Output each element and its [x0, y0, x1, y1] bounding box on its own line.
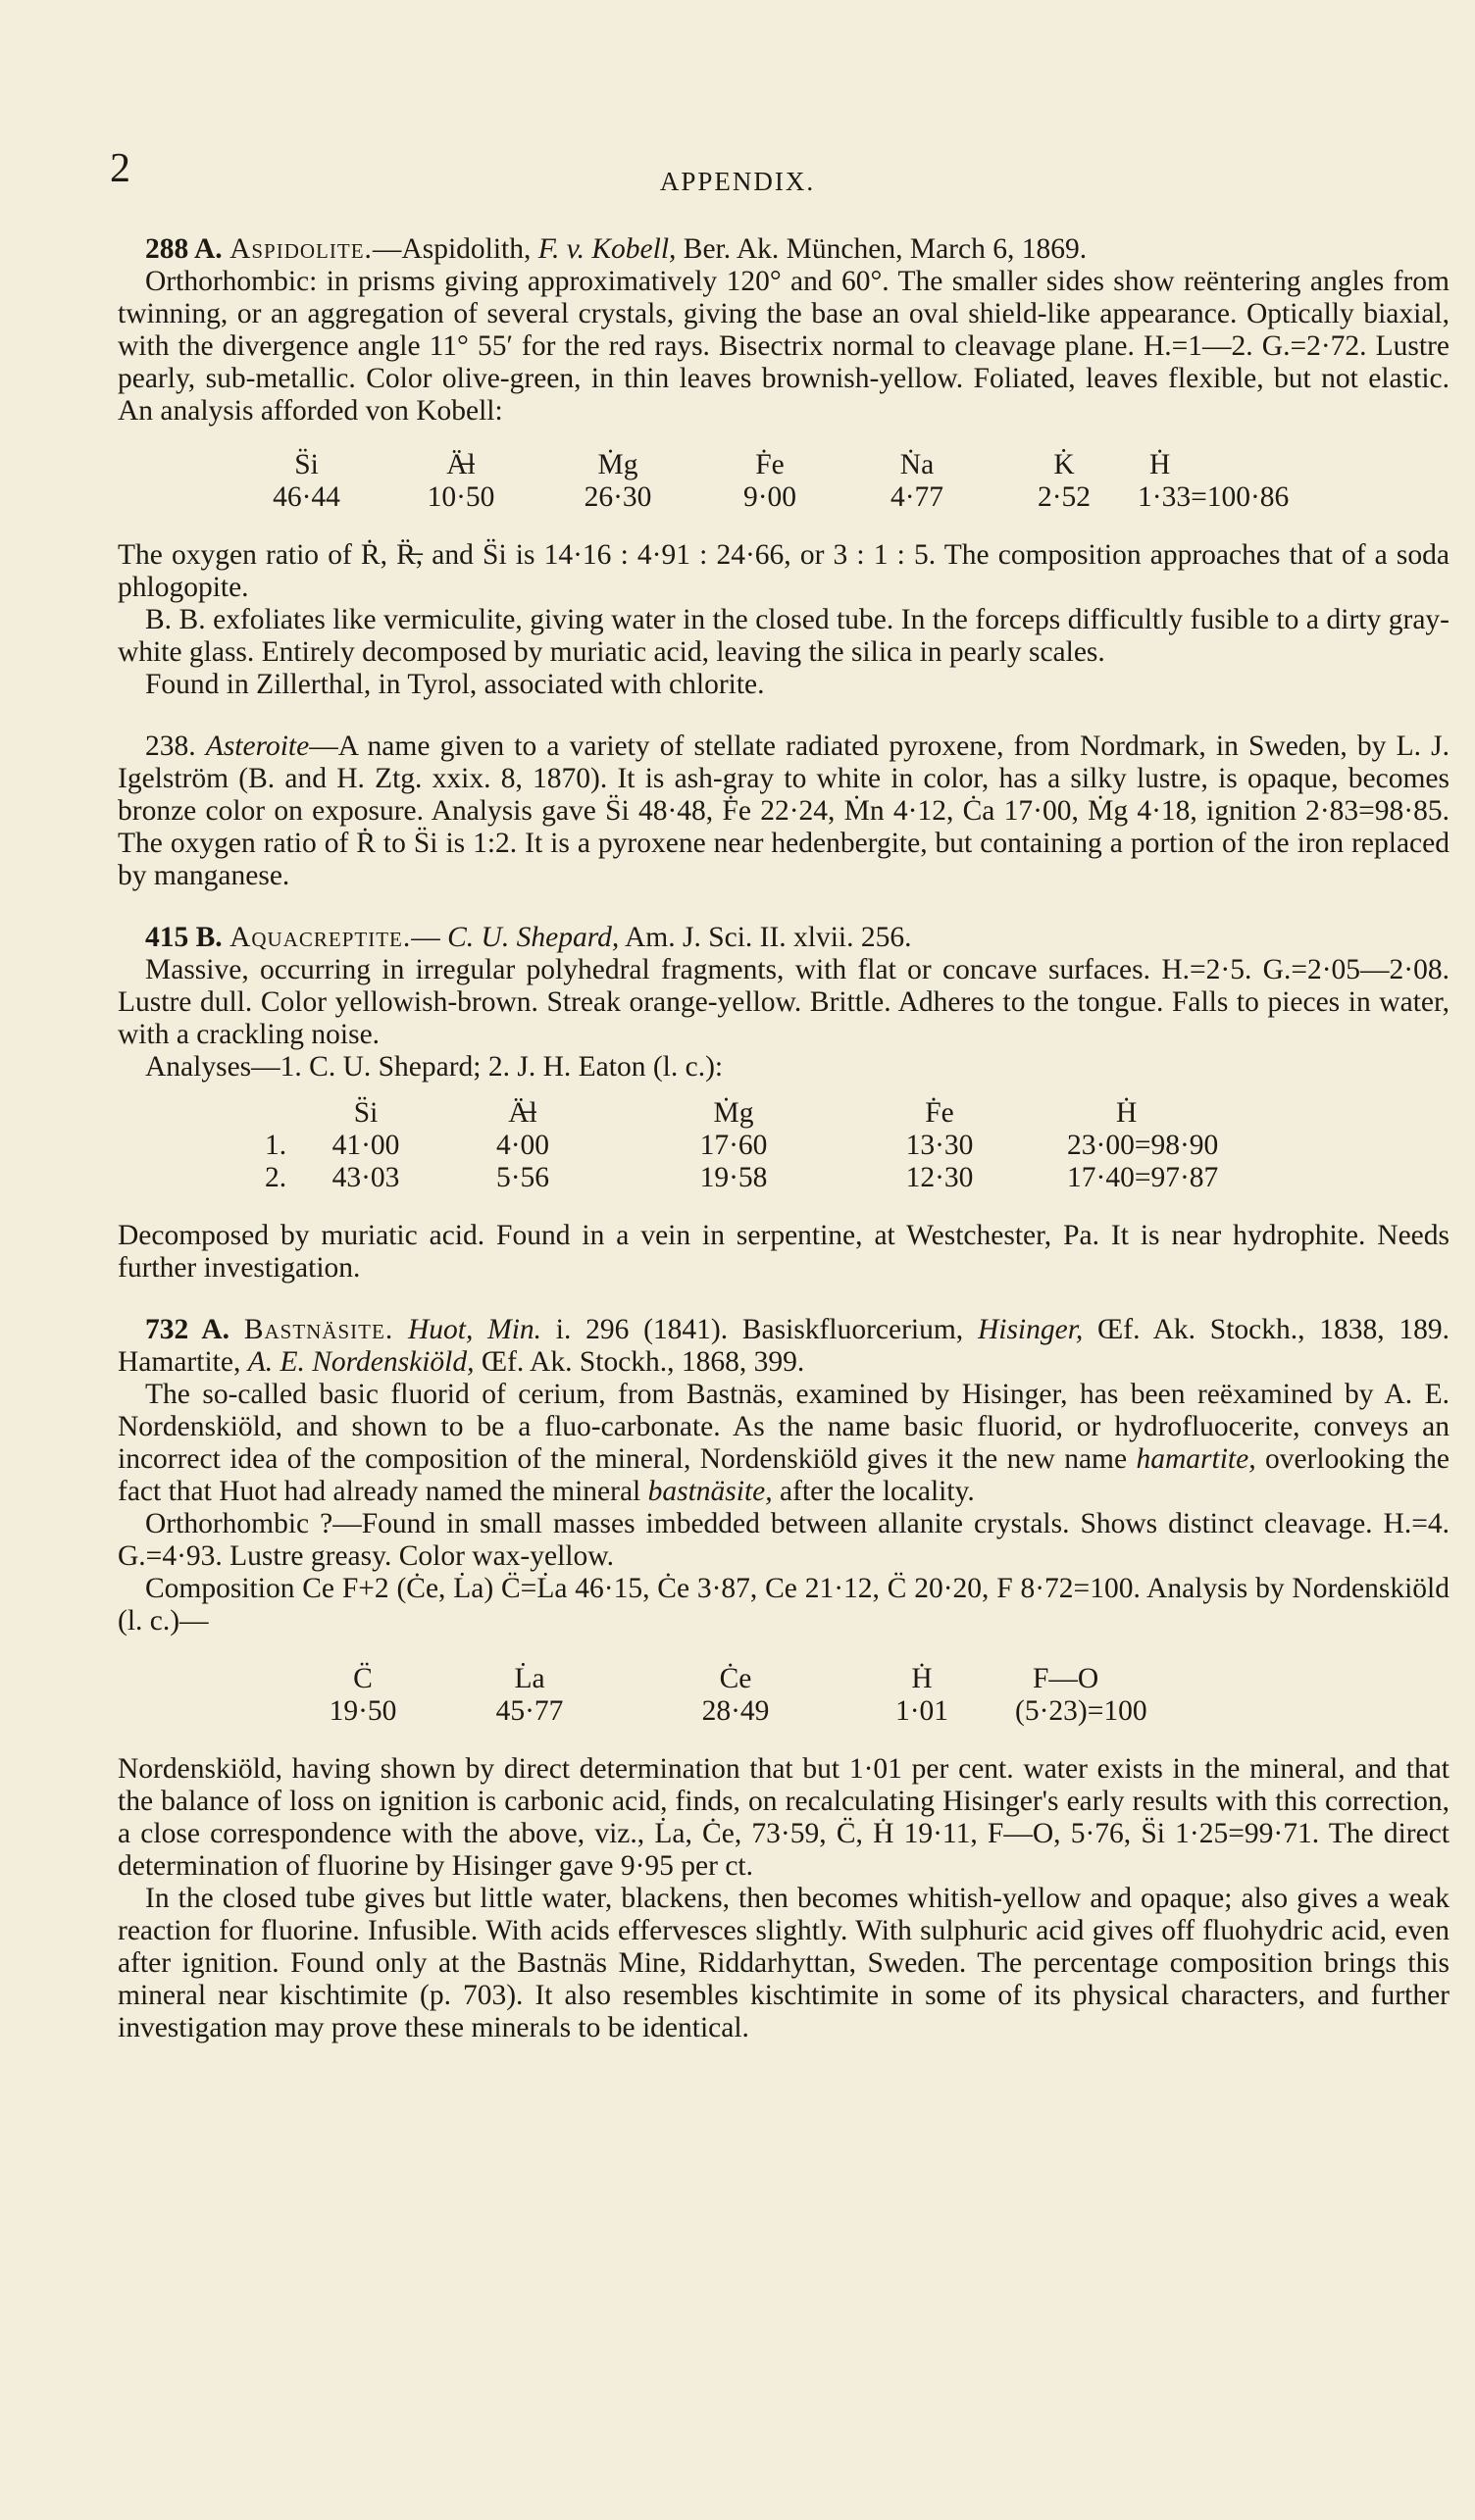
table-cell: 1·01 — [894, 1695, 949, 1727]
mineral-name: Aquacreptite. — [229, 922, 412, 953]
column-header: Ḟe — [925, 1097, 954, 1129]
table-header-row — [265, 1097, 1351, 1130]
running-title: APPENDIX. — [659, 167, 816, 196]
table-cell: 43·03 — [331, 1162, 400, 1193]
column-header: Ḣ — [911, 1663, 933, 1694]
reference: Œf. Ak. Stockh., 1868, 399. — [474, 1346, 805, 1378]
table-cell: 1·33=100·86 — [1138, 481, 1290, 513]
table-row — [230, 481, 1346, 514]
emphasis: bastnäsite, — [647, 1476, 773, 1507]
page-body — [118, 233, 1450, 2044]
table-cell: 19·50 — [329, 1695, 397, 1727]
column-header: Ċe — [719, 1663, 752, 1694]
column-header: Ḟe — [755, 449, 785, 480]
column-header: Ḣ — [1149, 449, 1171, 480]
table-cell: 45·77 — [495, 1695, 564, 1727]
paragraph: Composition Ce F+2 (Ċe, L̇a) C̈=L̇a 46·15, Ċe 3·87, Ce 21·12, C̈ 20·20, F 8·72=100. Analysis by Nordenskiöld (l. c.)— — [118, 1573, 1450, 1637]
entry-asteroite — [118, 731, 1450, 892]
column-header: Ṁg — [597, 449, 638, 480]
table-cell: 10·50 — [427, 481, 495, 513]
text-run: overlooking the fact that Huot had already named the mineral — [118, 1443, 1450, 1507]
row-label: 1. — [265, 1130, 287, 1161]
reference: Ber. Ak. München, March 6, 1869. — [676, 233, 1088, 265]
table-cell: 23·00=98·90 — [1067, 1130, 1219, 1161]
entry-number: 415 B. — [145, 922, 223, 953]
paragraph — [118, 731, 1450, 892]
entry-number: 732 A. — [145, 1314, 230, 1345]
table-cell: 13·30 — [905, 1130, 974, 1161]
table-cell: 9·00 — [742, 481, 797, 513]
page-number: 2 — [110, 146, 130, 191]
paragraph: Found in Zillerthal, in Tyrol, associated with chlorite. — [145, 669, 765, 700]
row-label: 2. — [265, 1162, 287, 1193]
table-cell: 26·30 — [584, 481, 652, 513]
table-cell: 4·77 — [890, 481, 944, 513]
author: A. E. Nordenskiöld, — [247, 1346, 475, 1378]
author: F. v. Kobell, — [537, 233, 677, 265]
reference: Œf. Ak. Stockh., 1838, 189. Hamartite, — [118, 1314, 1450, 1378]
table-cell: (5·23)=100 — [1015, 1695, 1147, 1727]
table-cell: 41·00 — [331, 1130, 400, 1161]
paragraph: Massive, occurring in irregular polyhedral fragments, with flat or concave surfaces. H.=2·5. G.=2·05—2·08. Lustre dull. Color yellowish-brown. Streak orange-yellow. Brittle. Adheres to the tongue. Falls to pieces in water, with a crackling noise. — [118, 954, 1450, 1050]
entry-heading — [118, 233, 1450, 266]
paragraph: Decomposed by muriatic acid. Found in a vein in serpentine, at Westchester, Pa. It is near hydrophite. Needs further investigation. — [118, 1220, 1450, 1284]
entry-bastnasite — [118, 1314, 1450, 2044]
paragraph: Orthorhombic ?—Found in small masses imbedded between allanite crystals. Shows distinct cleavage. H.=4. G.=4·93. Lustre greasy. Color wax-yellow. — [118, 1508, 1450, 1572]
paragraph: The oxygen ratio of Ṙ, R̶̈, and S̈i is 14·16 : 4·91 : 24·66, or 3 : 1 : 5. The composition approaches that of a soda phlogopite. — [118, 539, 1450, 603]
text-run: after the locality. — [772, 1476, 975, 1507]
entry-aquacreptite — [118, 922, 1450, 1285]
entry-text: —A name given to a variety of stellate radiated pyroxene, from Nordmark, in Sweden, by L. J. Igelström (B. and H. Ztg. xxix. 8, 1870). It is ash-gray to white in color, has a silky lustre, is opaque, becomes bronze color on exposure. Analysis gave S̈i 48·48, Ḟe 22·24, Ṁn 4·12, Ċa 17·00, Ṁg 4·18, ignition 2·83=98·85. The oxygen ratio of Ṙ to S̈i is 1:2. It is a pyroxene near hedenbergite, but containing a portion of the iron replaced by manganese. — [118, 731, 1450, 891]
column-header: K̇ — [1053, 449, 1075, 480]
column-header: S̈i — [353, 1097, 379, 1129]
author: Huot, Min. — [407, 1314, 542, 1345]
column-header: Ä̶l — [446, 449, 476, 480]
column-header: S̈i — [294, 449, 319, 480]
author: Hisinger, — [977, 1314, 1084, 1345]
column-header: Ṅa — [899, 449, 935, 480]
author: C. U. Shepard, — [447, 922, 620, 953]
synonym: —Aspidolith, — [372, 233, 538, 265]
dash: — — [411, 922, 448, 953]
entry-aspidolite — [118, 233, 1450, 701]
entry-heading — [118, 1314, 1450, 1379]
reference: Am. J. Sci. II. xlvii. 256. — [619, 922, 912, 953]
column-header: L̇a — [514, 1663, 545, 1694]
paragraph: Orthorhombic: in prisms giving approximatively 120° and 60°. The smaller sides show reëntering angles from twinning, or an aggregation of several crystals, giving the base an oval shield-like appearance. Optically biaxial, with the divergence angle 11° 55′ for the red rays. Bisectrix normal to cleavage plane. H.=1—2. G.=2·72. Lustre pearly, sub-metallic. Color olive-green, in thin leaves brownish-yellow. Foliated, leaves flexible, but not elastic. An analysis afforded von Kobell: — [118, 266, 1450, 427]
table-cell: 12·30 — [905, 1162, 974, 1193]
paragraph — [118, 1379, 1450, 1508]
paragraph: In the closed tube gives but little water, blackens, then becomes whitish-yellow and opaque; also gives a weak reaction for fluorine. Infusible. With acids effervesces slightly. With sulphuric acid gives off fluohydric acid, even after ignition. Found only at the Bastnäs Mine, Riddarhyttan, Sweden. The percentage composition brings this mineral near kischtimite (p. 703). It also resembles kischtimite in some of its physical characters, and further investigation may prove these minerals to be identical. — [118, 1883, 1450, 2043]
table-cell: 5·56 — [495, 1162, 550, 1193]
mineral-name: Bastnäsite. — [243, 1314, 394, 1345]
mineral-name: Aspidolite. — [229, 233, 373, 265]
table-cell: 4·00 — [495, 1130, 550, 1161]
analysis-table — [265, 1097, 1351, 1194]
table-cell: 17·40=97·87 — [1067, 1162, 1219, 1193]
paragraph: B. B. exfoliates like vermiculite, giving water in the closed tube. In the forceps difficultly fusible to a dirty gray-white glass. Entirely decomposed by muriatic acid, leaving the silica in pearly scales. — [118, 604, 1450, 668]
column-header: C̈ — [353, 1663, 373, 1694]
table-row — [309, 1695, 1248, 1728]
table-row — [265, 1130, 1351, 1162]
paragraph: Analyses—1. C. U. Shepard; 2. J. H. Eaton (l. c.): — [145, 1051, 724, 1083]
emphasis: hamartite, — [1136, 1443, 1256, 1475]
analysis-table — [309, 1663, 1248, 1728]
analysis-table — [230, 449, 1346, 514]
table-cell: 46·44 — [273, 481, 340, 513]
entry-number: 238. — [145, 731, 196, 762]
table-header-row — [309, 1663, 1248, 1695]
table-cell: 28·49 — [701, 1695, 770, 1727]
table-cell: 2·52 — [1037, 481, 1092, 513]
column-header: Ä̶l — [508, 1097, 537, 1129]
table-header-row — [230, 449, 1346, 481]
paragraph: Nordenskiöld, having shown by direct determination that but 1·01 per cent. water exists in the mineral, and that the balance of loss on ignition is carbonic acid, finds, on recalculating Hisinger's early results with this correction, a close correspondence with the above, viz., L̇a, Ċe, 73·59, C̈, Ḣ 19·11, F—O, 5·76, S̈i 1·25=99·71. The direct determination of fluorine by Hisinger gave 9·95 per ct. — [118, 1753, 1450, 1882]
entry-heading — [118, 922, 1450, 954]
table-cell: 17·60 — [699, 1130, 768, 1161]
mineral-name: Asteroite — [205, 731, 310, 762]
text-run: The so-called basic fluorid of cerium, from Bastnäs, examined by Hisinger, has been reëxamined by A. E. Nordenskiöld, and shown to be a fluo-carbonate. As the name basic fluorid, or hydrofluocerite, conveys an incorrect idea of the composition of the mineral, Nordenskiöld gives it the new name — [118, 1379, 1450, 1475]
table-row — [265, 1162, 1351, 1194]
column-header: Ṁg — [713, 1097, 754, 1129]
entry-number: 288 A. — [145, 233, 223, 265]
table-cell: 19·58 — [699, 1162, 768, 1193]
column-header: F—O — [1033, 1663, 1099, 1694]
reference: i. 296 (1841). Basiskfluorcerium, — [541, 1314, 978, 1345]
column-header: Ḣ — [1116, 1097, 1138, 1129]
